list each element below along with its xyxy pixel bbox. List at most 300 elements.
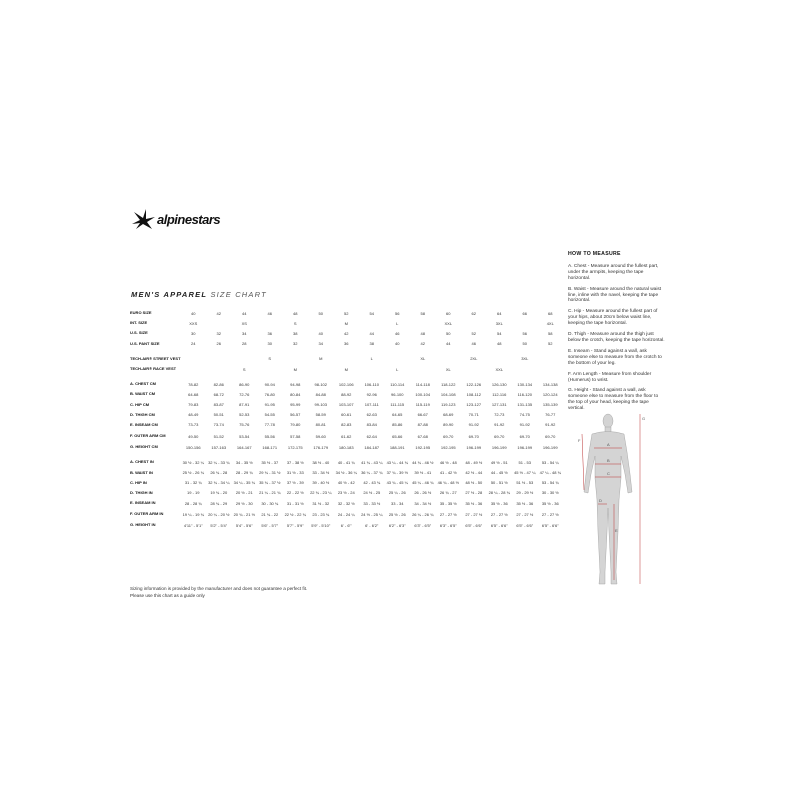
row-label: D. THIGH CM (130, 411, 155, 417)
table-cell: 87-88 (417, 422, 428, 428)
table-cell: 164-167 (236, 444, 252, 450)
table-cell: 66-67 (417, 412, 428, 418)
table-cell (232, 354, 258, 364)
table-cell: 112-116 (492, 391, 507, 397)
table-cell (257, 364, 283, 374)
table-cell: 36 (267, 330, 272, 336)
table-cell: 50 (446, 330, 451, 336)
table-cell: 60-61 (341, 412, 352, 418)
table-cell: 56 (395, 310, 400, 316)
table-cell: 38 ½ - 40 (312, 459, 330, 465)
label-d: D (599, 498, 602, 503)
table-row (130, 420, 563, 430)
table-cell: 56 (522, 330, 527, 336)
table-cell: 4XL (546, 320, 554, 326)
row-label: F. OUTER ARM CM (130, 433, 166, 439)
row-label: G. HEIGHT CM (130, 444, 158, 450)
table-cell: 5'2" - 5'4" (210, 522, 228, 528)
table-cell: 89-90 (443, 422, 454, 428)
table-cell: 40 (395, 341, 400, 347)
table-cell: 33 - 33 ½ (363, 500, 381, 506)
table-row (130, 308, 563, 318)
row-label: U.S. SIZE (130, 330, 148, 336)
table-cell: 30 - 30 ¾ (261, 500, 279, 506)
table-cell: 84-88 (315, 391, 326, 397)
table-cell (436, 354, 462, 364)
table-cell: L (370, 356, 373, 362)
table-cell (206, 354, 232, 364)
table-cell: 88-92 (341, 391, 352, 397)
table-cell: 122-126 (466, 381, 482, 387)
row-label: INT. SIZE (130, 320, 148, 326)
disclaimer-line-2: Please use this chart as a guide only (130, 592, 205, 598)
table-cell: 26 (216, 341, 221, 347)
table-cell: 69-70 (545, 433, 556, 439)
table-cell: 91-92 (545, 422, 556, 428)
table-cell: 6'2" - 6'3" (388, 522, 406, 528)
table-cell: 33 - 34 (391, 500, 404, 506)
table-cell: 43 ¾ - 45 ¼ (386, 480, 408, 486)
row-label: TECH-AIR® STREET VEST (130, 355, 181, 361)
table-cell: 25 ½ - 26 (388, 511, 406, 517)
table-cell: 28 ¼ - 28 ¾ (488, 490, 510, 496)
table-cell: 98-102 (314, 381, 327, 387)
row-label: F. OUTER ARM IN (130, 511, 164, 517)
row-label: D. THIGH IN (130, 489, 153, 495)
table-row (130, 442, 563, 452)
table-cell: 90-94 (264, 381, 275, 387)
table-cell (181, 364, 207, 374)
table-cell: 35 ¾ - 37 ½ (259, 480, 281, 486)
table-cell (181, 354, 207, 364)
table-cell: XXL (444, 320, 453, 326)
table-cell: 74-75 (519, 412, 530, 418)
table-cell: 42 (420, 341, 425, 347)
table-cell: 42 - 43 ¾ (363, 480, 381, 486)
table-cell: M (344, 320, 348, 326)
how-to-item: E. Inseam - Stand against a wall, ask someone else to measure from the crotch to the bottom of your leg. (568, 348, 662, 366)
table-cell: 37 ¾ - 39 ½ (386, 470, 408, 476)
table-cell: 53 - 54 ¾ (541, 480, 559, 486)
table-cell: 37 - 38 ½ (286, 459, 304, 465)
table-row (130, 400, 563, 410)
table-cell: 69-70 (519, 433, 530, 439)
table-cell: 45 ¼ - 46 ¾ (412, 480, 434, 486)
table-cell: 46 (471, 341, 476, 347)
row-label: C. HIP IN (130, 479, 147, 485)
table-cell: 96-100 (391, 391, 404, 397)
table-cell: 6'5" - 6'6" (465, 522, 483, 528)
table-cell: 72-76 (239, 391, 250, 397)
table-cell: 27 - 27 ½ (490, 511, 508, 517)
table-cell: 110-114 (390, 381, 405, 387)
table-cell: 36 ¼ - 37 ¾ (361, 470, 383, 476)
table-cell: 4'11" - 5'1" (183, 522, 203, 528)
table-cell: 31 ½ - 33 (286, 470, 304, 476)
table-cell: 38 (369, 341, 374, 347)
table-cell: 91-92 (519, 422, 530, 428)
table-cell: 69-70 (468, 433, 479, 439)
title-bold: MEN'S APPAREL (131, 290, 208, 299)
table-cell: 26 ¾ - 27 (439, 490, 457, 496)
table-cell: 34 - 35 ½ (235, 459, 253, 465)
table-cell (512, 318, 538, 328)
table-cell (308, 318, 334, 328)
table-cell: 168-171 (262, 444, 278, 450)
table-cell: 5'7" - 5'9" (286, 522, 304, 528)
table-row (130, 488, 563, 498)
row-label: EURO SIZE (130, 310, 152, 316)
table-cell: 91-92 (468, 422, 479, 428)
table-cell: 26 ¾ - 28 (210, 470, 228, 476)
table-row (130, 318, 563, 328)
table-cell: 35 ½ - 36 (465, 500, 483, 506)
table-cell: 62 (471, 310, 476, 316)
how-to-heading: HOW TO MEASURE (568, 251, 621, 257)
brand-name: alpinestars (157, 212, 221, 227)
table-cell: M (293, 366, 297, 372)
table-cell: 85-86 (392, 422, 403, 428)
table-cell: S (242, 366, 246, 372)
table-cell: 52 (471, 330, 476, 336)
table-cell: 57-58 (290, 433, 301, 439)
table-cell: 40 ½ - 42 (337, 480, 355, 486)
table-cell: 30 ½ - 32 ¼ (182, 459, 204, 465)
table-cell: L (396, 320, 399, 326)
table-row (130, 354, 563, 364)
table-cell: 6'3" - 6'5" (439, 522, 457, 528)
table-cell: 180-183 (338, 444, 354, 450)
table-cell: 99-103 (314, 402, 327, 408)
table-cell: 68-72 (213, 391, 224, 397)
table-cell: 35 - 35 ½ (439, 500, 457, 506)
table-cell: 111-115 (390, 402, 405, 408)
row-label: E. INSEAM CM (130, 421, 158, 427)
table-cell: 107-111 (364, 402, 379, 408)
table-cell: 20 ¾ - 21 ½ (233, 511, 255, 517)
table-cell: 28 - 29 ¾ (235, 470, 253, 476)
table-cell: 56-57 (290, 412, 301, 418)
table-cell: 6'5" - 6'6" (516, 522, 534, 528)
table-cell: 35 ½ - 36 (516, 500, 534, 506)
table-cell: 5'4" - 5'6" (235, 522, 253, 528)
table-cell: 150-156 (185, 444, 201, 450)
table-cell: 39 ½ - 41 (414, 470, 432, 476)
table-cell: 28 ¾ - 29 (210, 500, 228, 506)
table-cell: 52-53 (239, 412, 250, 418)
table-cell: 42 ½ - 44 (465, 470, 483, 476)
body-figure (570, 412, 650, 592)
table-cell: 51 - 53 (518, 459, 531, 465)
table-cell: 41 ¾ - 43 ¼ (361, 459, 383, 465)
table-cell: 36 (344, 341, 349, 347)
table-cell: 44 - 45 ½ (490, 470, 508, 476)
table-cell: 54 (369, 310, 374, 316)
table-cell: 21 ¼ - 21 ¾ (259, 490, 281, 496)
table-cell: 62-64 (366, 433, 377, 439)
table-cell: 31 - 32 ¾ (184, 480, 202, 486)
how-to-item: F. Arm Length - Measure from shoulder (Humerus) to wrist. (568, 371, 652, 383)
table-cell: 41 - 42 ½ (439, 470, 457, 476)
table-cell: 50 - 51 ½ (490, 480, 508, 486)
table-cell: 48 (293, 310, 298, 316)
table-cell: 53 - 54 ¼ (541, 459, 559, 465)
table-cell: 64-65 (392, 412, 403, 418)
table-cell: 82-83 (341, 422, 352, 428)
table-cell: 34 - 34 ½ (414, 500, 432, 506)
label-a: A (607, 442, 610, 447)
how-to-item: C. Hip - Measure around the fullest part of your hips, about 20cm below waist line, keeping the tape horizontal. (568, 309, 658, 327)
table-cell: 27 - 27 ½ (439, 511, 457, 517)
table-cell: 19 - 19 (187, 490, 200, 496)
table-cell (410, 364, 436, 374)
table-cell: 44 (446, 341, 451, 347)
table-cell: 87-91 (239, 402, 250, 408)
table-cell: 44 ¾ - 46 ½ (412, 459, 434, 465)
row-label: G. HEIGHT IN (130, 522, 156, 528)
page-title (131, 290, 267, 299)
table-cell (512, 364, 538, 374)
table-cell: 24 ½ - 25 (363, 490, 381, 496)
table-cell: 196-199 (466, 444, 482, 450)
disclaimer (130, 586, 307, 599)
table-cell: 46 (395, 330, 400, 336)
table-cell: 50 (318, 310, 323, 316)
table-cell: 102-106 (338, 381, 354, 387)
table-cell: XXL (495, 366, 504, 372)
table-cell: 135-139 (542, 402, 558, 408)
table-cell: 67-68 (417, 433, 428, 439)
table-cell: 79-80 (290, 422, 301, 428)
table-cell: 70-71 (468, 412, 479, 418)
table-cell: 52 (548, 341, 553, 347)
table-cell: 91-95 (264, 402, 275, 408)
table-cell: S (268, 356, 272, 362)
how-to-item: A. Chest - Measure around the fullest part, under the armpits, keeping the tape horizontal. (568, 263, 659, 281)
label-b: B (607, 458, 610, 463)
table-cell: 42 (216, 310, 221, 316)
table-cell: 39 - 40 ½ (312, 480, 330, 486)
table-cell: 82-86 (213, 381, 224, 387)
table-cell (538, 364, 564, 374)
table-cell: 58 (548, 330, 553, 336)
table-cell (206, 364, 232, 374)
table-cell: 53-54 (239, 433, 250, 439)
table-cell: 48 (420, 330, 425, 336)
table-cell: 48 ½ - 50 (465, 480, 483, 486)
row-label: E. INSEAM IN (130, 500, 156, 506)
table-cell: 68-69 (443, 412, 454, 418)
table-cell: 75-76 (239, 422, 250, 428)
table-cell: 126-130 (491, 381, 507, 387)
table-cell: 51 ½ - 53 (516, 480, 534, 486)
label-g: G (642, 416, 646, 421)
table-cell: 46 ¾ - 48 ½ (437, 480, 459, 486)
table-cell: 32 (293, 341, 298, 347)
table-cell: L (396, 366, 399, 372)
table-cell: 79-83 (188, 402, 199, 408)
table-cell: 192-195 (440, 444, 456, 450)
table-cell: 32 ¾ - 34 ¼ (208, 480, 230, 486)
table-cell: 20 ½ - 21 (235, 490, 253, 496)
table-cell: 23 ½ - 24 (337, 490, 355, 496)
table-cell: 95-99 (290, 402, 301, 408)
table-cell: 35 ½ - 36 (490, 500, 508, 506)
table-cell: 5'9" - 5'10" (311, 522, 331, 528)
table-cell: 40 - 41 ¾ (337, 459, 355, 465)
table-cell: 188-191 (389, 444, 405, 450)
table-row (130, 410, 563, 420)
table-cell: 80-84 (290, 391, 301, 397)
table-cell: 3XL (521, 356, 529, 362)
table-row (130, 379, 563, 389)
table-cell: 46 ½ - 48 (439, 459, 457, 465)
table-cell: 157-163 (211, 444, 227, 450)
table-cell: 44 (369, 330, 374, 336)
table-cell: 55-56 (264, 433, 275, 439)
table-cell: 60 (446, 310, 451, 316)
table-cell: 58 (420, 310, 425, 316)
table-cell: 37 ½ - 39 (286, 480, 304, 486)
brand-logo (130, 208, 240, 230)
table-cell: 27 - 27 ½ (465, 511, 483, 517)
table-cell: 72-73 (494, 412, 505, 418)
table-cell: 196-199 (491, 444, 507, 450)
table-cell (334, 354, 360, 364)
title-light: SIZE CHART (210, 290, 267, 299)
row-label: C. HIP CM (130, 401, 150, 407)
table-cell (359, 364, 385, 374)
table-cell: 32 (216, 330, 221, 336)
disclaimer-line-1: Sizing information is provided by the manufacturer and does not guarantee a perfect fit. (130, 586, 308, 591)
how-to-item: B. Waist - Measure around the natural waist line, inline with the navel, keeping the tape horizontal. (568, 286, 662, 304)
table-row (130, 508, 563, 520)
table-cell: 192-195 (415, 444, 431, 450)
table-cell: 58-59 (315, 412, 326, 418)
table-cell: 44 (242, 310, 247, 316)
table-cell (461, 318, 487, 328)
table-cell (359, 318, 385, 328)
table-cell: 5'6" - 5'7" (261, 522, 279, 528)
table-cell: 19 ¾ - 20 (210, 490, 228, 496)
table-row (130, 498, 563, 508)
size-table (130, 308, 563, 530)
table-cell: XL (420, 356, 426, 362)
table-row (130, 478, 563, 488)
table-cell: 28 (242, 341, 247, 347)
table-cell (538, 354, 564, 364)
table-row (130, 520, 563, 530)
table-cell: 47 ¼ - 48 ¾ (539, 470, 561, 476)
table-row (130, 364, 563, 374)
table-cell: 32 ¼ - 33 ¾ (208, 459, 230, 465)
table-cell: 69-70 (443, 433, 454, 439)
table-row (130, 467, 563, 477)
table-cell: XXS (189, 320, 198, 326)
how-to-item: D. Thigh - Measure around the thigh just below the crotch, keeping the tape horizontal. (568, 332, 665, 343)
table-cell (206, 318, 232, 328)
table-cell: 6'3" - 6'5" (414, 522, 432, 528)
table-cell: XL (445, 366, 451, 372)
table-cell: 86-90 (239, 381, 250, 387)
table-cell: 50 (522, 341, 527, 347)
table-cell: 78-82 (188, 381, 199, 387)
table-cell: 123-127 (466, 402, 482, 408)
table-cell: 24 - 24 ¼ (337, 511, 355, 517)
table-cell: 92-96 (366, 391, 377, 397)
table-cell (385, 354, 411, 364)
table-cell: 48-49 (188, 412, 199, 418)
table-cell: 116-120 (517, 391, 532, 397)
table-cell: 30 (191, 330, 196, 336)
table-cell: 119-123 (441, 402, 456, 408)
table-cell: M (344, 366, 348, 372)
table-cell: 25 ¼ - 26 (388, 490, 406, 496)
table-cell (308, 364, 334, 374)
table-cell: 54 (497, 330, 502, 336)
table-cell: 83-84 (366, 422, 377, 428)
table-cell: 6' - 6'" (340, 522, 352, 528)
table-cell (461, 364, 487, 374)
table-cell: 20 ¼ - 20 ½ (208, 511, 230, 517)
table-row (130, 328, 563, 338)
table-cell: 196-199 (517, 444, 533, 450)
table-cell: 22 ¾ - 23 ¼ (310, 490, 332, 496)
table-cell: 59-60 (315, 433, 326, 439)
table-cell: 64-68 (188, 391, 199, 397)
table-cell: 172-175 (287, 444, 303, 450)
table-cell: 73-73 (188, 422, 199, 428)
table-cell: 48 (497, 341, 502, 347)
row-label: TECH-AIR® RACE VEST (130, 366, 177, 372)
table-cell: 49-50 (188, 433, 199, 439)
table-cell: 27 - 27 ½ (516, 511, 534, 517)
table-cell: 46 (267, 310, 272, 316)
table-cell: 176-179 (313, 444, 329, 450)
table-cell: 48 - 49 ½ (465, 459, 483, 465)
table-cell: 43 ¼ - 44 ¾ (386, 459, 408, 465)
table-cell: 64 (497, 310, 502, 316)
table-cell: 104-108 (440, 391, 456, 397)
table-cell: 77-78 (264, 422, 275, 428)
table-cell: 21 ¾ - 22 (261, 511, 279, 517)
table-cell: 6'5" - 6'6" (541, 522, 559, 528)
table-cell: 28 - 28 ¾ (184, 500, 202, 506)
table-cell: 34 (242, 330, 247, 336)
table-cell: 23 - 23 ¾ (312, 511, 330, 517)
table-cell: S (293, 320, 297, 326)
table-cell: 103-107 (338, 402, 354, 408)
label-e: E (615, 528, 618, 533)
table-cell: 118-122 (441, 381, 456, 387)
table-cell: 91-92 (494, 422, 505, 428)
table-cell: 40 (191, 310, 196, 316)
table-cell: 31 ½ - 32 (312, 500, 330, 506)
table-cell: 83-87 (213, 402, 224, 408)
table-cell: 131-135 (517, 402, 533, 408)
table-cell: 134-138 (542, 381, 558, 387)
body-silhouette (584, 414, 632, 584)
row-label: B. WAIST IN (130, 469, 153, 475)
table-cell (283, 354, 309, 364)
how-to-item: G. Height - Stand against a wall, ask someone else to measure from the floor to the top of your head, keeping the tape vertical. (568, 388, 659, 412)
table-cell: 22 - 22 ½ (286, 490, 304, 496)
table-cell: 120-124 (542, 391, 558, 397)
table-cell (487, 354, 513, 364)
table-row (130, 430, 563, 442)
table-cell: 29 ½ - 30 (235, 500, 253, 506)
table-cell: 3XL (495, 320, 503, 326)
